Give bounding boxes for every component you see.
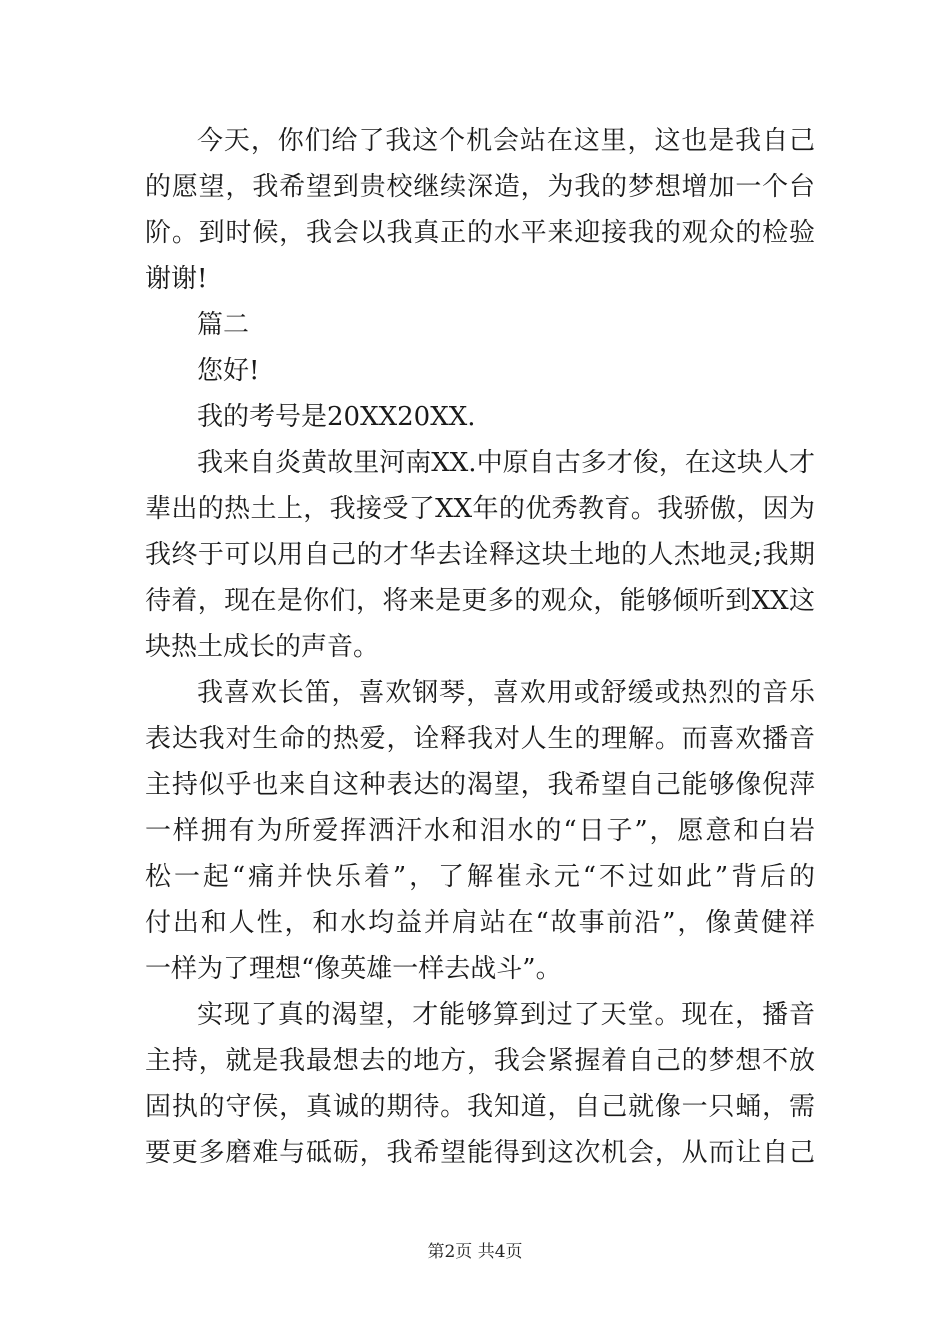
text-line: 今天，你们给了我这个机会站在这里，这也是我自己 <box>197 126 815 156</box>
text-line: 松一起“痛并快乐着”，了解崔永元“不过如此”背后的 <box>145 862 815 892</box>
text-line: 一样拥有为所爱挥洒汗水和泪水的“日子”，愿意和白岩 <box>145 816 815 846</box>
text-line: 表达我对生命的热爱，诠释我对人生的理解。而喜欢播音 <box>145 724 815 754</box>
text-line: 固执的守侯，真诚的期待。我知道，自己就像一只蛹，需 <box>145 1092 815 1122</box>
text-line: 您好! <box>197 356 260 386</box>
text-line: 我的考号是20XX20XX. <box>197 402 476 432</box>
text-line: 实现了真的渴望，才能够算到过了天堂。现在，播音 <box>197 1000 815 1030</box>
text-line: 要更多磨难与砥砺，我希望能得到这次机会，从而让自己 <box>145 1138 815 1168</box>
text-line: 块热土成长的声音。 <box>145 632 380 662</box>
page-number-footer: 第2页 共4页 <box>427 1242 523 1262</box>
text-line: 主持似乎也来自这种表达的渴望，我希望自己能够像倪萍 <box>145 770 815 800</box>
text-line: 主持，就是我最想去的地方，我会紧握着自己的梦想不放 <box>145 1046 815 1076</box>
text-line: 的愿望，我希望到贵校继续深造，为我的梦想增加一个台 <box>145 172 815 202</box>
text-line: 我终于可以用自己的才华去诠释这块土地的人杰地灵;我期 <box>145 540 815 570</box>
text-line: 辈出的热土上，我接受了XX年的优秀教育。我骄傲，因为 <box>145 494 815 524</box>
text-line: 谢谢! <box>145 264 208 294</box>
section-heading: 篇二 <box>197 310 250 340</box>
text-line: 我来自炎黄故里河南XX.中原自古多才俊，在这块人才 <box>197 448 815 478</box>
text-line: 一样为了理想“像英雄一样去战斗”。 <box>145 954 562 984</box>
text-line: 阶。到时候，我会以我真正的水平来迎接我的观众的检验 <box>145 218 815 248</box>
text-line: 付出和人性，和水均益并肩站在“故事前沿”，像黄健祥 <box>145 908 815 938</box>
text-line: 待着，现在是你们，将来是更多的观众，能够倾听到XX这 <box>145 586 815 616</box>
text-line: 我喜欢长笛，喜欢钢琴，喜欢用或舒缓或热烈的音乐 <box>197 678 815 708</box>
